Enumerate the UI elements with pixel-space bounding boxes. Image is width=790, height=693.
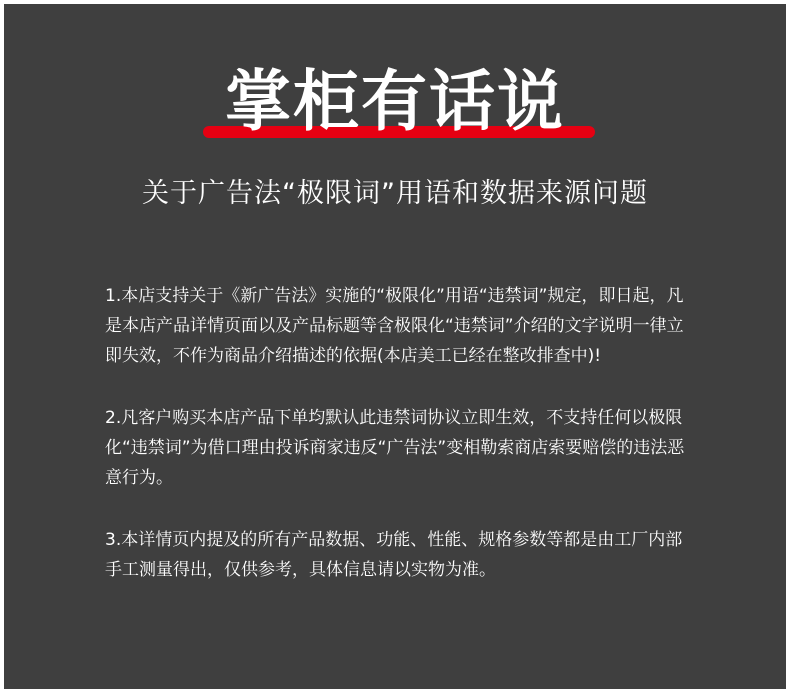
notice-item-1: 1.本店支持关于《新广告法》实施的“极限化”用语“违禁词”规定，即日起，凡是本店产品详情页面以及产品标题等含极限化“违禁词”介绍的文字说明一律立即失效，不作为商品介绍描述的依据(本店美工已经在整改排查中)! [105, 286, 684, 366]
notice-item-2: 2.凡客户购买本店产品下单均默认此违禁词协议立即生效，不支持任何以极限化“违禁词”为借口理由投诉商家违反“广告法”变相勒索商店索要赔偿的违法恶意行为。 [105, 408, 685, 488]
page-title: 掌柜有话说 [225, 63, 565, 140]
page-subtitle: 关于广告法“极限词”用语和数据来源问题 [142, 178, 648, 209]
notice-list [105, 281, 697, 617]
notice-item-3: 3.本详情页内提及的所有产品数据、功能、性能、规格参数等都是由工厂内部手工测量得出，仅供参考，具体信息请以实物为准。 [105, 530, 683, 580]
title-block [4, 62, 786, 152]
